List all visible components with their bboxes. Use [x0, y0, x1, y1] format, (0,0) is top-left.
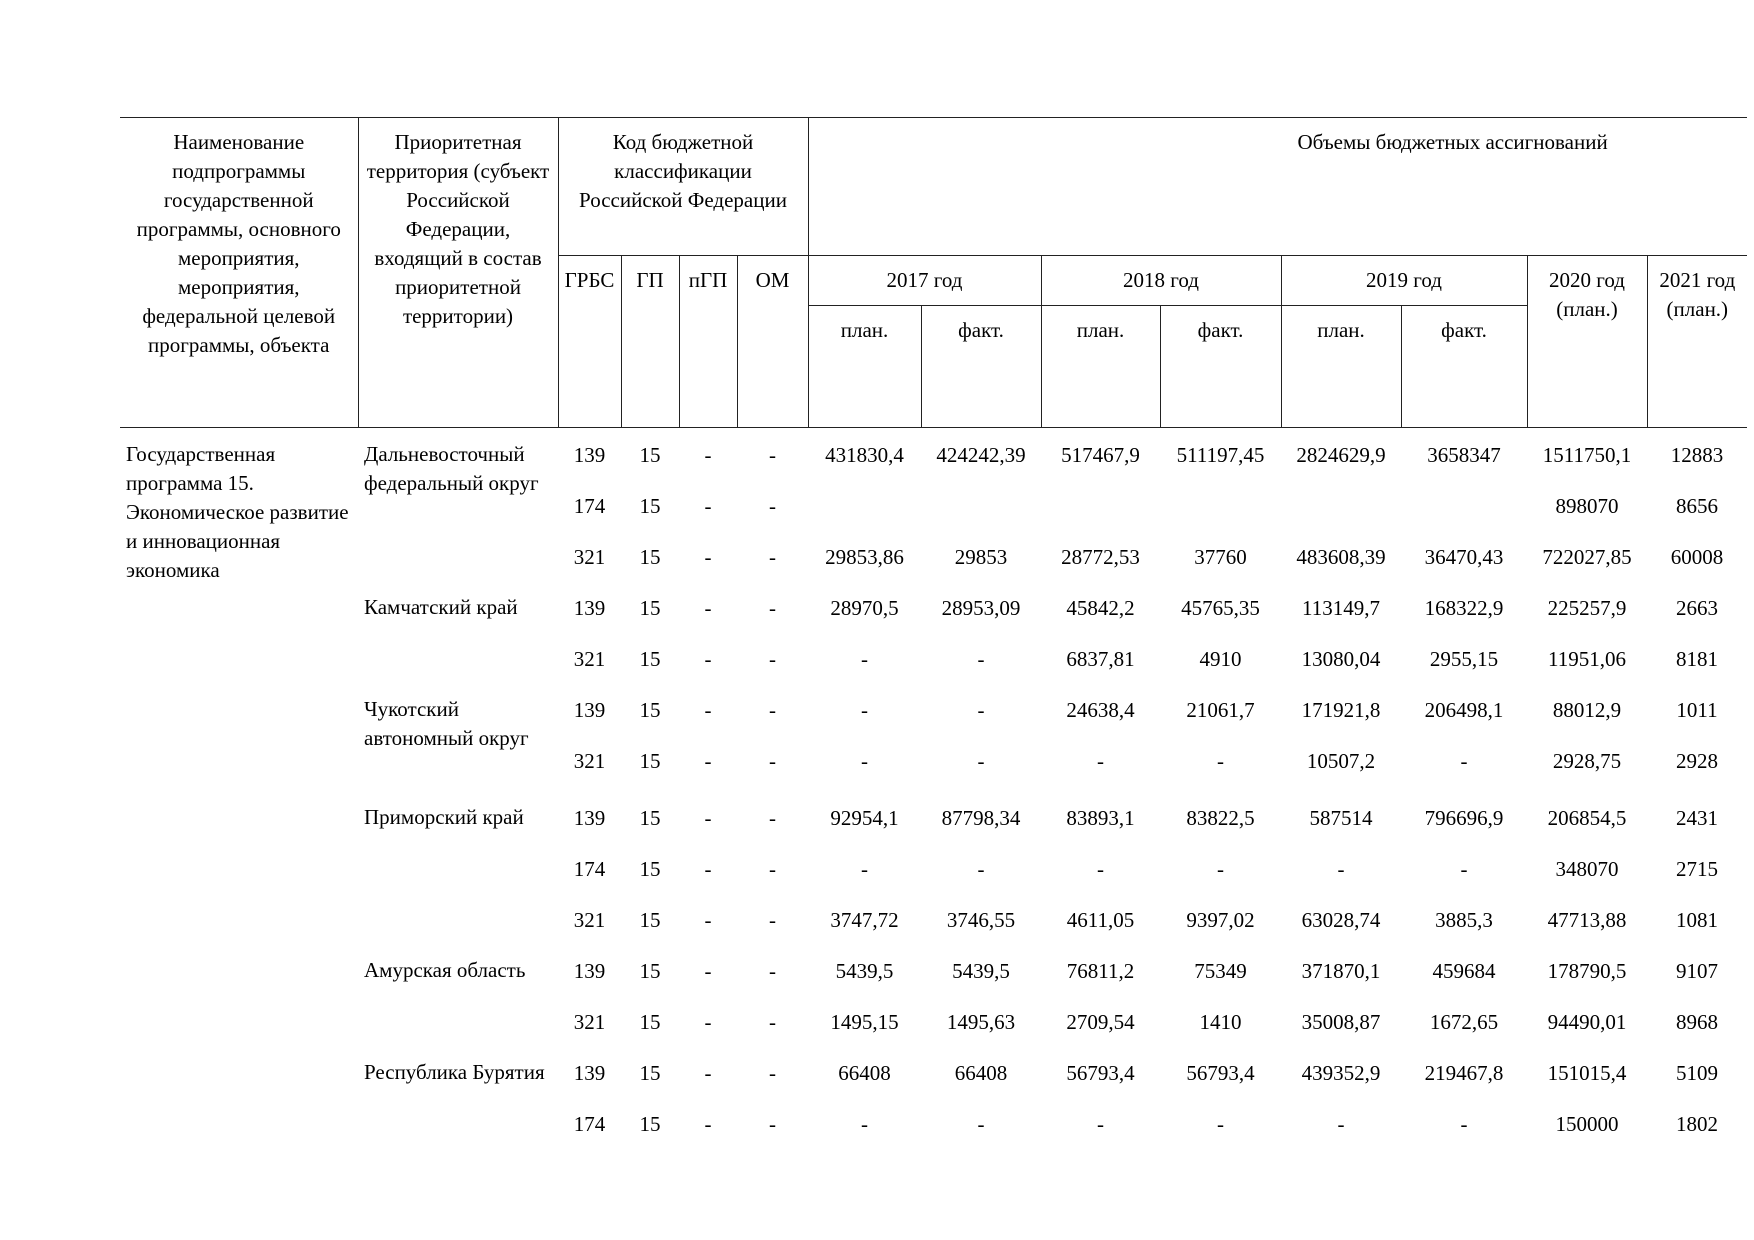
cell-2019-plan	[1281, 479, 1401, 530]
cell-2017-plan: -	[861, 857, 868, 881]
cell-grbs: 174	[573, 1112, 606, 1136]
cell-2019-fact: -	[1460, 1112, 1468, 1136]
cell-gp: 15	[639, 959, 661, 983]
cell-2021-plan: 2928	[1676, 749, 1719, 773]
cell-2021-plan: 60008	[1670, 545, 1724, 569]
cell-grbs: 139	[573, 443, 606, 467]
territory-cell: Республика Бурятия	[364, 1060, 545, 1084]
cell-2017-fact: 66408	[954, 1061, 1008, 1085]
cell-grbs: 139	[573, 1061, 606, 1085]
cell-2020-plan: 206854,5	[1547, 806, 1627, 830]
cell-2021-plan: 8968	[1676, 1010, 1719, 1034]
table-row	[120, 428, 1747, 480]
cell-2018-plan: 517467,9	[1061, 443, 1140, 467]
cell-2018-plan: 2709,54	[1066, 1010, 1135, 1034]
cell-pgp: -	[704, 749, 712, 773]
cell-2020-plan: 225257,9	[1547, 596, 1627, 620]
cell-2018-plan: 56793,4	[1066, 1061, 1135, 1085]
cell-2018-plan: -	[1097, 749, 1104, 773]
cell-grbs: 174	[573, 857, 606, 881]
cell-2019-plan: 439352,9	[1301, 1061, 1381, 1085]
territory-cell: Приморский край	[364, 805, 524, 829]
cell-2020-plan: 88012,9	[1552, 698, 1622, 722]
header-2017-fact: факт.	[921, 306, 1041, 428]
cell-gp: 15	[639, 1061, 661, 1085]
territory-cell: Амурская область	[364, 958, 526, 982]
cell-2018-plan	[1041, 479, 1160, 530]
cell-2017-plan: 1495,15	[830, 1010, 899, 1034]
cell-2018-fact: -	[1217, 857, 1224, 881]
cell-2018-fact: 4910	[1199, 647, 1242, 671]
cell-2019-plan: 171921,8	[1301, 698, 1381, 722]
header-om: ОМ	[737, 256, 808, 428]
cell-2021-plan: 1802	[1676, 1112, 1719, 1136]
cell-2018-fact: 45765,35	[1181, 596, 1260, 620]
cell-2017-fact	[921, 479, 1041, 530]
cell-grbs: 321	[573, 908, 606, 932]
cell-grbs: 321	[573, 749, 606, 773]
cell-2018-plan: 76811,2	[1066, 959, 1135, 983]
cell-2018-plan: 6837,81	[1066, 647, 1135, 671]
cell-2019-fact: 3885,3	[1435, 908, 1493, 932]
header-year-2020: 2020 год (план.)	[1527, 256, 1647, 428]
cell-gp: 15	[639, 647, 661, 671]
cell-2018-plan: 83893,1	[1066, 806, 1135, 830]
cell-2020-plan: 898070	[1555, 494, 1619, 518]
cell-2017-fact: 424242,39	[936, 443, 1026, 467]
cell-2020-plan: 722027,85	[1542, 545, 1632, 569]
cell-gp: 15	[639, 806, 661, 830]
header-pgp: пГП	[679, 256, 737, 428]
cell-2019-fact: 219467,8	[1424, 1061, 1504, 1085]
cell-pgp: -	[704, 545, 712, 569]
cell-2018-fact: -	[1217, 749, 1224, 773]
cell-2018-fact: 56793,4	[1186, 1061, 1255, 1085]
budget-table-container	[120, 117, 1747, 1148]
cell-2019-plan: 35008,87	[1301, 1010, 1381, 1034]
cell-2019-fact: 206498,1	[1424, 698, 1504, 722]
cell-pgp: -	[704, 1061, 712, 1085]
cell-pgp: -	[704, 596, 712, 620]
cell-2021-plan: 1081	[1676, 908, 1719, 932]
cell-2017-plan: -	[861, 1112, 868, 1136]
cell-2018-fact: 9397,02	[1186, 908, 1255, 932]
cell-2020-plan: 348070	[1555, 857, 1619, 881]
cell-2017-plan: 29853,86	[825, 545, 904, 569]
cell-om: -	[769, 647, 776, 671]
cell-2018-fact	[1160, 479, 1281, 530]
cell-gp: 15	[639, 1112, 661, 1136]
cell-2020-plan: 2928,75	[1552, 749, 1622, 773]
cell-pgp: -	[704, 443, 712, 467]
cell-2020-plan: 47713,88	[1547, 908, 1627, 932]
cell-2018-plan: -	[1097, 857, 1104, 881]
cell-pgp: -	[704, 857, 712, 881]
cell-2018-fact: 83822,5	[1186, 806, 1255, 830]
cell-pgp: -	[704, 1010, 712, 1034]
cell-2017-plan	[808, 479, 921, 530]
cell-2018-plan: 28772,53	[1061, 545, 1140, 569]
cell-2020-plan: 11951,06	[1548, 647, 1626, 671]
header-budget-code: Код бюджетной классификации Российской Федерации	[558, 118, 808, 256]
cell-2017-fact: 1495,63	[946, 1010, 1016, 1034]
cell-2017-fact: -	[977, 647, 985, 671]
cell-pgp: -	[704, 908, 712, 932]
cell-2017-plan: 3747,72	[830, 908, 899, 932]
cell-gp: 15	[639, 443, 661, 467]
header-year-2017: 2017 год	[808, 256, 1041, 306]
cell-2019-fact: 3658347	[1427, 443, 1501, 467]
cell-grbs: 321	[573, 545, 606, 569]
cell-2019-fact: 2955,15	[1429, 647, 1499, 671]
cell-2019-fact: 36470,43	[1424, 545, 1504, 569]
cell-om: -	[769, 749, 776, 773]
cell-om: -	[769, 443, 776, 467]
cell-2020-plan: 150000	[1555, 1112, 1619, 1136]
cell-2018-fact: 75349	[1194, 959, 1247, 983]
cell-2021-plan: 8656	[1676, 494, 1719, 518]
cell-2021-plan: 1011	[1676, 698, 1718, 722]
cell-gp: 15	[639, 596, 661, 620]
cell-2021-plan: 2663	[1676, 596, 1719, 620]
header-2019-fact: факт.	[1401, 306, 1527, 428]
cell-om: -	[769, 698, 776, 722]
cell-2017-plan: 431830,4	[825, 443, 904, 467]
cell-gp: 15	[639, 908, 661, 932]
cell-2017-fact: -	[977, 698, 985, 722]
cell-2019-fact	[1401, 479, 1527, 530]
header-year-2021: 2021 год (план.)	[1647, 256, 1747, 428]
cell-2019-plan: 63028,74	[1301, 908, 1381, 932]
table-body	[120, 428, 1747, 1149]
cell-om: -	[769, 908, 776, 932]
cell-grbs: 321	[573, 1010, 606, 1034]
header-program-name: Наименование подпрограммы государственной программы, основного мероприятия, мероприятия, федеральной целевой программы, объекта	[120, 118, 358, 428]
table-header	[120, 118, 1747, 428]
cell-2021-plan: 5109	[1676, 1061, 1719, 1085]
cell-2017-plan: -	[861, 698, 868, 722]
cell-2018-fact: 1410	[1199, 1010, 1242, 1034]
cell-2017-plan: 92954,1	[830, 806, 899, 830]
cell-gp: 15	[639, 1010, 661, 1034]
territory-cell: Дальневосточный федеральный округ	[364, 442, 539, 495]
cell-2019-plan: 13080,04	[1301, 647, 1381, 671]
table-row	[120, 683, 1747, 734]
header-year-2019: 2019 год	[1281, 256, 1527, 306]
cell-2019-fact: 796696,9	[1424, 806, 1504, 830]
cell-2018-fact: 21061,7	[1186, 698, 1255, 722]
header-2018-plan: план.	[1041, 306, 1160, 428]
cell-pgp: -	[704, 959, 712, 983]
cell-2020-plan: 94490,01	[1547, 1010, 1627, 1034]
cell-om: -	[769, 959, 776, 983]
cell-2017-plan: 5439,5	[835, 959, 894, 983]
cell-2019-fact: 1672,65	[1429, 1010, 1499, 1034]
cell-gp: 15	[639, 545, 661, 569]
cell-om: -	[769, 857, 776, 881]
cell-gp: 15	[639, 494, 661, 518]
cell-2021-plan: 2431	[1676, 806, 1719, 830]
cell-2018-fact: 511197,45	[1176, 443, 1265, 467]
cell-pgp: -	[704, 1112, 712, 1136]
cell-2017-fact: 28953,09	[941, 596, 1021, 620]
cell-2019-fact: 459684	[1432, 959, 1496, 983]
cell-om: -	[769, 1010, 776, 1034]
cell-pgp: -	[704, 806, 712, 830]
cell-2021-plan: 2715	[1676, 857, 1719, 881]
cell-2021-plan: 8181	[1676, 647, 1719, 671]
cell-2017-plan: 28970,5	[830, 596, 899, 620]
cell-pgp: -	[704, 494, 712, 518]
cell-2017-fact: -	[977, 1112, 985, 1136]
cell-pgp: -	[704, 698, 712, 722]
cell-om: -	[769, 1112, 776, 1136]
cell-2019-fact: 168322,9	[1424, 596, 1504, 620]
cell-gp: 15	[639, 857, 661, 881]
cell-2019-fact: -	[1460, 857, 1468, 881]
cell-gp: 15	[639, 698, 661, 722]
cell-grbs: 139	[573, 698, 606, 722]
cell-2019-plan: 371870,1	[1301, 959, 1381, 983]
header-grbs: ГРБС	[558, 256, 621, 428]
cell-2018-plan: -	[1097, 1112, 1104, 1136]
cell-2020-plan: 1511750,1	[1542, 443, 1632, 467]
cell-2017-fact: -	[977, 749, 985, 773]
header-gp: ГП	[621, 256, 679, 428]
cell-2019-fact: -	[1460, 749, 1468, 773]
territory-cell: Камчатский край	[364, 595, 518, 619]
header-year-2018: 2018 год	[1041, 256, 1281, 306]
cell-2019-plan: 10507,2	[1306, 749, 1376, 773]
cell-2019-plan: -	[1337, 1112, 1345, 1136]
header-2019-plan: план.	[1281, 306, 1401, 428]
cell-grbs: 139	[573, 959, 606, 983]
cell-grbs: 174	[573, 494, 606, 518]
cell-gp: 15	[639, 749, 661, 773]
cell-2019-plan: -	[1337, 857, 1345, 881]
cell-2020-plan: 178790,5	[1547, 959, 1627, 983]
cell-2017-fact: 29853	[954, 545, 1008, 569]
cell-pgp: -	[704, 647, 712, 671]
table-row	[120, 581, 1747, 632]
cell-2019-plan: 483608,39	[1296, 545, 1386, 569]
cell-2018-fact: -	[1217, 1112, 1224, 1136]
cell-2018-plan: 4611,05	[1066, 908, 1135, 932]
cell-2017-fact: 3746,55	[946, 908, 1016, 932]
cell-grbs: 321	[573, 647, 606, 671]
cell-2021-plan: 12883	[1670, 443, 1724, 467]
cell-2018-plan: 45842,2	[1066, 596, 1135, 620]
cell-2017-fact: 5439,5	[952, 959, 1010, 983]
cell-2017-plan: -	[861, 647, 868, 671]
cell-om: -	[769, 596, 776, 620]
table-row	[120, 791, 1747, 842]
program-name-cell: Государственная программа 15. Экономическое развитие и инновационная экономика	[126, 442, 349, 582]
cell-grbs: 139	[573, 596, 606, 620]
header-territory: Приоритетная территория (субъект Российской Федерации, входящий в состав приоритетной территории)	[358, 118, 558, 428]
header-2017-plan: план.	[808, 306, 921, 428]
cell-2017-fact: 87798,34	[941, 806, 1021, 830]
cell-2020-plan: 151015,4	[1547, 1061, 1627, 1085]
cell-2018-plan: 24638,4	[1066, 698, 1135, 722]
cell-2017-plan: 66408	[838, 1061, 891, 1085]
cell-2019-plan: 113149,7	[1302, 596, 1380, 620]
budget-allocations-table	[120, 117, 1747, 1148]
cell-2021-plan: 9107	[1676, 959, 1719, 983]
header-2018-fact: факт.	[1160, 306, 1281, 428]
cell-om: -	[769, 806, 776, 830]
cell-om: -	[769, 545, 776, 569]
cell-om: -	[769, 494, 776, 518]
cell-grbs: 139	[573, 806, 606, 830]
table-row	[120, 1046, 1747, 1097]
cell-2019-plan: 2824629,9	[1296, 443, 1386, 467]
cell-2017-fact: -	[977, 857, 985, 881]
table-row	[120, 944, 1747, 995]
cell-2019-plan: 587514	[1309, 806, 1373, 830]
cell-2017-plan: -	[861, 749, 868, 773]
cell-om: -	[769, 1061, 776, 1085]
territory-cell: Чукотский автономный округ	[364, 697, 529, 750]
cell-2018-fact: 37760	[1194, 545, 1247, 569]
header-budget-volumes: Объемы бюджетных ассигнований	[808, 118, 1747, 256]
